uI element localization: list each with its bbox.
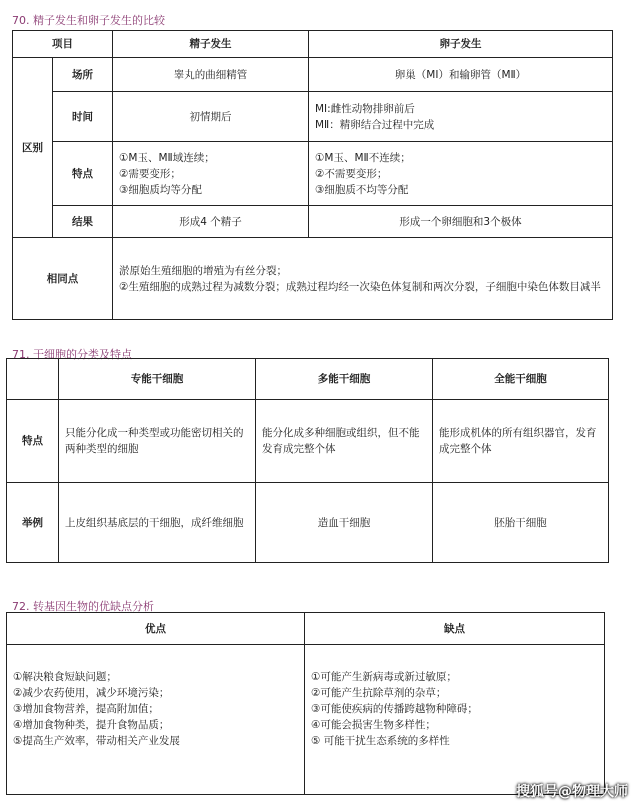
stem-row-label-feature: 特点 <box>7 400 59 483</box>
egg-time <box>309 92 613 142</box>
pros-item: ②减少农药使用，减少环境污染； <box>13 687 170 699</box>
egg-result: 形成一个卵细胞和3个极体 <box>309 206 613 238</box>
stem-example: 造血干细胞 <box>256 483 433 563</box>
row-label-feature: 特点 <box>53 142 113 206</box>
egg-feature-line: ③细胞质不均等分配 <box>315 183 409 196</box>
egg-feature-line: ②不需要变形； <box>315 167 388 180</box>
transgenic-table <box>6 612 605 795</box>
section-71-title: 71. 干细胞的分类及特点 <box>12 348 132 361</box>
same-line: ②生殖细胞的成熟过程为减数分裂；成熟过程均经一次染色体复制和两次分裂，子细胞中染色体数目减半 <box>119 280 601 293</box>
sperm-feature-line: ③细胞质均等分配 <box>119 183 202 196</box>
stem-feature: 只能分化成一种类型或功能密切相关的两种类型的细胞 <box>59 400 256 483</box>
header-egg: 卵子发生 <box>309 31 613 58</box>
stem-cell-table <box>6 358 609 563</box>
row-label-time: 时间 <box>53 92 113 142</box>
egg-time-line: MI:雌性动物排卵前后 <box>315 102 415 115</box>
egg-time-line: MⅡ：精卵结合过程中完成 <box>315 118 435 131</box>
stem-header: 多能干细胞 <box>256 359 433 400</box>
sperm-place: 睾丸的曲细精管 <box>113 58 309 92</box>
section-70-title: 70. 精子发生和卵子发生的比较 <box>12 14 165 27</box>
pros-item: ③增加食物营养，提高附加值； <box>13 703 159 715</box>
cons-item: ②可能产生抗除草剂的杂草； <box>311 687 447 699</box>
stem-header-corner <box>7 359 59 400</box>
watermark: 搜狐号@物理大师 <box>516 784 628 800</box>
cons-item: ③可能使疾病的传播跨越物种障碍； <box>311 703 478 715</box>
same-content <box>113 238 613 320</box>
same-line: 淤原始生殖细胞的增殖为有丝分裂； <box>119 264 287 277</box>
pros-item: ⑤提高生产效率，带动相关产业发展 <box>13 735 180 747</box>
stem-feature: 能形成机体的所有组织器官，发育成完整个体 <box>433 400 609 483</box>
sperm-feature <box>113 142 309 206</box>
stem-example: 上皮组织基底层的干细胞，成纤维细胞 <box>59 483 256 563</box>
header-pros: 优点 <box>7 613 305 645</box>
stem-example: 胚胎干细胞 <box>433 483 609 563</box>
egg-feature <box>309 142 613 206</box>
cons-item: ⑤ 可能干扰生态系统的多样性 <box>311 735 450 747</box>
header-cons: 缺点 <box>305 613 605 645</box>
row-label-result: 结果 <box>53 206 113 238</box>
egg-feature-line: ①M玉、MⅡ不连续； <box>315 151 411 164</box>
diff-label: 区别 <box>13 58 53 238</box>
header-sperm: 精子发生 <box>113 31 309 58</box>
cons-item: ④可能会损害生物多样性； <box>311 719 436 731</box>
pros-list <box>7 645 305 795</box>
stem-header: 全能干细胞 <box>433 359 609 400</box>
same-label: 相同点 <box>13 238 113 320</box>
stem-row-label-example: 举例 <box>7 483 59 563</box>
cons-item: ①可能产生新病毒或新过敏原； <box>311 671 457 683</box>
sperm-egg-comparison-table <box>12 30 613 320</box>
sperm-result: 形成4 个精子 <box>113 206 309 238</box>
pros-item: ④增加食物种类，提升食物品质； <box>13 719 170 731</box>
sperm-time: 初情期后 <box>113 92 309 142</box>
section-72-title: 72. 转基因生物的优缺点分析 <box>12 600 154 613</box>
cons-list <box>305 645 605 795</box>
pros-item: ①解决粮食短缺问题； <box>13 671 117 683</box>
stem-feature: 能分化成多种细胞或组织，但不能发育成完整个体 <box>256 400 433 483</box>
sperm-feature-line: ②需要变形； <box>119 167 181 180</box>
egg-place: 卵巢（MI）和输卵管（MⅡ） <box>309 58 613 92</box>
sperm-feature-line: ①M玉、MⅡ域连续； <box>119 151 215 164</box>
stem-header: 专能干细胞 <box>59 359 256 400</box>
header-item: 项目 <box>13 31 113 58</box>
row-label-place: 场所 <box>53 58 113 92</box>
